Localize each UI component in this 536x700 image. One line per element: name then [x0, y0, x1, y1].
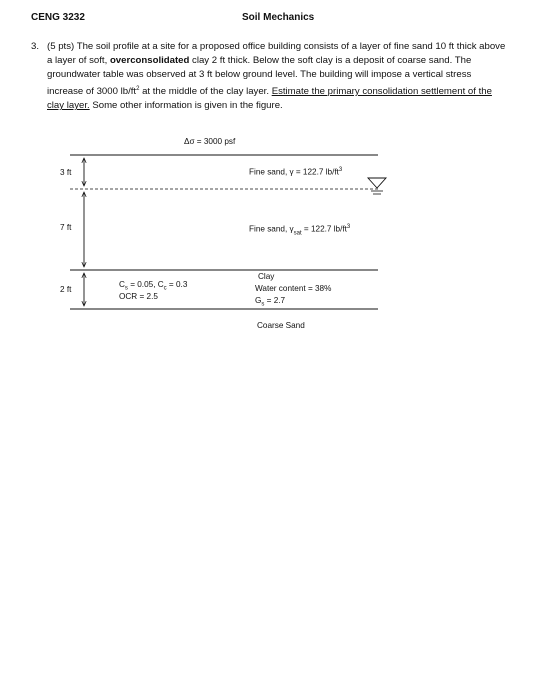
clay-title: Clay	[258, 272, 275, 281]
subject-title: Soil Mechanics	[242, 12, 315, 23]
gs-symbol: G	[255, 296, 262, 305]
specific-gravity-label	[255, 296, 285, 308]
problem-keyword: overconsolidated	[109, 55, 190, 66]
dim-2ft-label: 2 ft	[60, 285, 72, 294]
cc-subscript: c	[163, 285, 167, 292]
gs-subscript: s	[261, 301, 265, 308]
cs-subscript: s	[124, 285, 128, 292]
fine-sand-sat-sub: sat	[293, 230, 302, 237]
problem-text-a: The soil profile at a site for a proposed office building consists of a layer of fine sand 10 ft thick above a layer of soft,	[47, 41, 506, 66]
problem-task: Estimate the primary consolidation settlement of the clay layer.	[47, 86, 492, 112]
problem-text-c: at the middle of the clay layer.	[142, 86, 270, 98]
problem-text-b: clay 2 ft thick. Below the soft clay is a deposit of coarse sand. The groundwater table was observed at 3 ft below ground level. The building will impose a vertical stress increase of 3000 lb/ft	[47, 55, 472, 98]
ocr-label: OCR = 2.5	[119, 292, 158, 301]
fine-sand-sat-pre: Fine sand, γ	[249, 224, 294, 234]
fine-sand-sat-label	[249, 224, 350, 236]
dim-3ft-label: 3 ft	[60, 168, 72, 177]
problem-points: (5 pts)	[47, 41, 75, 52]
fine-sand-sat-post: = 122.7 lb/ft	[301, 224, 347, 234]
fine-sand-dry-text: Fine sand, γ = 122.7 lb/ft	[249, 167, 339, 177]
clay-compression-indices	[119, 280, 187, 292]
fine-sand-sat-sup: 3	[346, 224, 351, 230]
dim-7ft-label: 7 ft	[60, 223, 72, 232]
cs-value: = 0.05, C	[127, 280, 164, 289]
stress-increase-label: Δσ = 3000 psf	[184, 137, 236, 146]
course-code: CENG 3232	[31, 12, 85, 23]
cc-value: = 0.3	[166, 280, 188, 289]
cs-symbol: C	[119, 280, 125, 289]
water-content-label: Water content = 38%	[255, 284, 332, 293]
coarse-sand-label: Coarse Sand	[257, 321, 305, 330]
fine-sand-dry-label	[249, 167, 342, 177]
problem-text-d: Some other information is given in the figure.	[92, 100, 283, 112]
problem-text-b-sup: 2	[136, 86, 140, 92]
gs-value: = 2.7	[264, 296, 286, 305]
water-table-icon	[368, 178, 386, 194]
fine-sand-dry-sup: 3	[338, 167, 343, 173]
problem-number: 3.	[31, 41, 40, 52]
